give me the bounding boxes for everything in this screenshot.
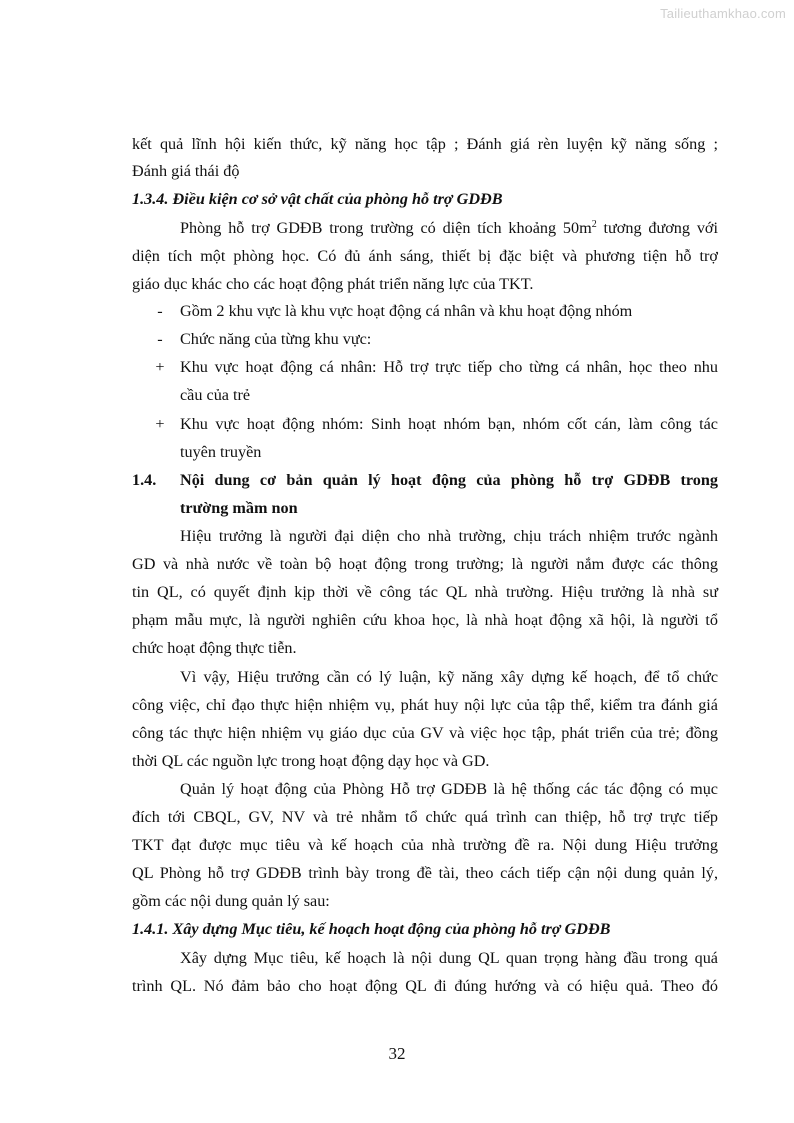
watermark: Tailieuthamkhao.com [660, 6, 786, 21]
text-line: GD và nhà nước về toàn bộ hoạt động trong trường; là người nắm được các thông [132, 555, 718, 573]
dash-marker: - [157, 330, 163, 348]
section-heading-1-4 [132, 466, 718, 494]
plus-item [132, 353, 718, 381]
text-line: Hiệu trưởng là người đại diện cho nhà trường, chịu trách nhiệm trước ngành [180, 527, 718, 545]
plus-item-text: Khu vực hoạt động nhóm: Sinh hoạt nhóm bạn, nhóm cốt cán, làm công tác [180, 415, 718, 433]
text-line: Xây dựng Mục tiêu, kế hoạch là nội dung QL quan trọng hàng đầu trong quá [180, 949, 718, 967]
section-heading-1-3-4: 1.3.4. Điều kiện cơ sở vật chất của phòng hỗ trợ GDĐB [132, 190, 503, 208]
text-line: cầu của trẻ [180, 386, 251, 404]
dash-item-text: Chức năng của từng khu vực: [180, 330, 372, 348]
text-fragment: tương đương với [596, 219, 718, 237]
text-line: chức hoạt động thực tiễn. [132, 639, 297, 657]
text-fragment: Phòng hỗ trợ GDĐB trong trường có diện tích khoảng 50m [180, 219, 592, 237]
dash-item [132, 325, 718, 353]
plus-marker: + [155, 358, 165, 376]
text-line: giáo dục khác cho các hoạt động phát triển năng lực của TKT. [132, 275, 534, 293]
section-heading-1-4-1: 1.4.1. Xây dựng Mục tiêu, kế hoạch hoạt động của phòng hỗ trợ GDĐB [132, 920, 611, 938]
plus-item-text: Khu vực hoạt động cá nhân: Hỗ trợ trực tiếp cho từng cá nhân, học theo nhu [180, 358, 718, 376]
text-line [180, 214, 718, 242]
heading-text: Nội dung cơ bản quản lý hoạt động của phòng hỗ trợ GDĐB trong [180, 471, 718, 489]
text-line: diện tích một phòng học. Có đủ ánh sáng, thiết bị đặc biệt và phương tiện hỗ trợ [132, 247, 718, 265]
text-line: TKT đạt được mục tiêu và kế hoạch của nhà trường đề ra. Nội dung Hiệu trưởng [132, 836, 718, 854]
plus-item [132, 410, 718, 438]
text-line: tin QL, có quyết định kịp thời về công tác QL nhà trường. Hiệu trưởng là nhà sư [132, 583, 718, 601]
text-line: công tác thực hiện nhiệm vụ giáo dục của GV và việc học tập, phát triển của trẻ; đồng [132, 724, 718, 742]
text-line: Vì vậy, Hiệu trưởng cần có lý luận, kỹ năng xây dựng kế hoạch, để tổ chức [180, 668, 718, 686]
heading-number: 1.4. [132, 471, 157, 489]
text-line: QL Phòng hỗ trợ GDĐB trình bày trong đề tài, theo cách tiếp cận nội dung quản lý, [132, 864, 718, 882]
text-line: thời QL các nguồn lực trong hoạt động dạy học và GD. [132, 752, 490, 770]
text-line: kết quả lĩnh hội kiến thức, kỹ năng học tập ; Đánh giá rèn luyện kỹ năng sống ; [132, 135, 718, 153]
text-line: trình QL. Nó đảm bảo cho hoạt động QL đi đúng hướng và có hiệu quả. Theo đó [132, 977, 718, 995]
text-line: tuyên truyền [180, 443, 262, 461]
dash-item [132, 297, 718, 325]
heading-text: trường mầm non [180, 499, 298, 517]
text-line: Đánh giá thái độ [132, 162, 240, 180]
text-line: gồm các nội dung quản lý sau: [132, 892, 330, 910]
superscript: 2 [591, 219, 597, 230]
text-line: phạm mẫu mực, là người nghiên cứu khoa học, là nhà hoạt động xã hội, là người tổ [132, 611, 718, 629]
text-line: đích tới CBQL, GV, NV và trẻ nhằm tổ chức quá trình can thiệp, hỗ trợ trực tiếp [132, 808, 718, 826]
page-number: 32 [388, 1044, 406, 1063]
dash-item-text: Gồm 2 khu vực là khu vực hoạt động cá nhân và khu hoạt động nhóm [180, 302, 633, 320]
plus-marker: + [155, 415, 165, 433]
dash-marker: - [157, 302, 163, 320]
text-line: Quản lý hoạt động của Phòng Hỗ trợ GDĐB là hệ thống các tác động có mục [180, 780, 718, 798]
text-line: công việc, chỉ đạo thực hiện nhiệm vụ, phát huy nội lực của tập thể, kiểm tra đánh giá [132, 696, 718, 714]
